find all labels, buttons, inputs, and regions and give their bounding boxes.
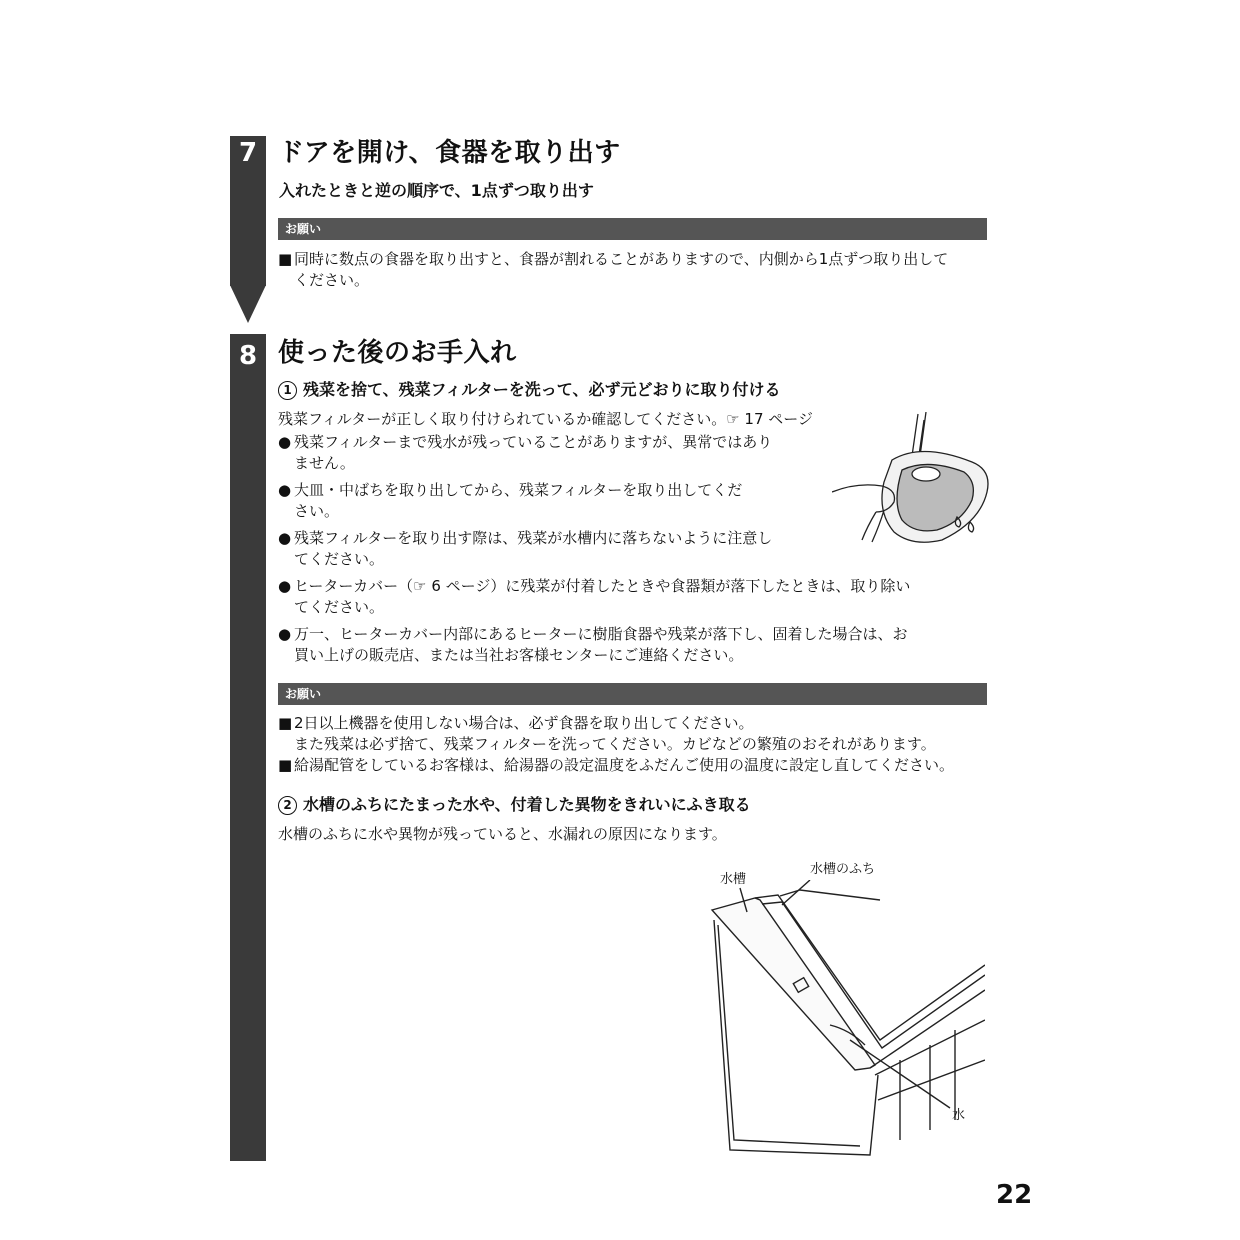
- list-item: ● 大皿・中ばちを取り出してから、残菜フィルターを取り出してくだ さい。: [278, 481, 743, 520]
- label-tank-rim: 水槽のふち: [810, 862, 876, 877]
- notice-label: お願い: [285, 222, 322, 236]
- list-item: ● 万一、ヒーターカバー内部にあるヒーターに樹脂食器や残菜が落下し、固着した場合は、お 買い上げの販売店、または当社お客様センターにご連絡ください。: [278, 625, 908, 664]
- notice-label: お願い: [285, 687, 322, 701]
- step8-notice-text: ■ 2日以上機器を使用しない場合は、必ず食器を取り出してください。 また残菜は必ず捨て、残菜フィルターを洗ってください。カビなどの繁殖のおそれがあります。 ■ 給湯配管をしているお客様は、給湯器の設定温度をふだんご使用の温度に設定し直してください。: [278, 714, 955, 774]
- step8-title: 使った後のお手入れ: [278, 338, 517, 368]
- step8-number: 8: [238, 341, 258, 371]
- bullet-icon: ●: [278, 481, 292, 499]
- circle-number: 1: [278, 381, 297, 400]
- step7-notice-bar: [278, 218, 987, 240]
- square-bullet-icon: ■: [278, 250, 293, 268]
- circle-number: 2: [278, 796, 297, 815]
- sub1-intro: 残菜フィルターが正しく取り付けられているか確認してください。☞ 17 ページ: [278, 410, 813, 428]
- square-bullet-icon: ■: [278, 756, 293, 774]
- label-tank: 水槽: [720, 872, 747, 887]
- list-item: ● ヒーターカバー（☞ 6 ページ）に残菜が付着したときや食器類が落下したときは、取り除い てください。: [278, 577, 911, 616]
- bullet-icon: ●: [278, 529, 292, 547]
- bullet-icon: ●: [278, 577, 292, 595]
- filter-washing-illustration: [832, 412, 992, 547]
- sub2-title: 2 水槽のふちにたまった水や、付着した異物をきれいにふき取る: [278, 792, 751, 815]
- label-water: 水: [952, 1108, 966, 1123]
- bullet-icon: ●: [278, 625, 292, 643]
- step7-title: ドアを開け、食器を取り出す: [278, 138, 621, 168]
- step7-notice-text: ■ 同時に数点の食器を取り出すと、食器が割れることがありますので、内側から1点ずつ取り出して ください。: [278, 250, 949, 289]
- step7-number: 7: [238, 138, 258, 168]
- step7-subtitle: 入れたときと逆の順序で、1点ずつ取り出す: [279, 181, 594, 200]
- step8-bar: [230, 334, 266, 1161]
- bullet-icon: ●: [278, 433, 292, 451]
- square-bullet-icon: ■: [278, 714, 293, 732]
- sub1-title: 1 残菜を捨て、残菜フィルターを洗って、必ず元どおりに取り付ける: [278, 377, 780, 400]
- step8-notice-bar: [278, 683, 987, 705]
- page-number: 22: [996, 1180, 1033, 1210]
- dishwasher-drawer-illustration: [700, 880, 985, 1160]
- step-arrow: [230, 285, 266, 325]
- sub1-bullets: [278, 432, 910, 666]
- list-item: ● 残菜フィルターを取り出す際は、残菜が水槽内に落ちないように注意し てください。: [278, 529, 773, 568]
- sub2-text: 水槽のふちに水や異物が残っていると、水漏れの原因になります。: [278, 825, 727, 843]
- list-item: ● 残菜フィルターまで残水が残っていることがありますが、異常ではあり ません。: [278, 433, 773, 472]
